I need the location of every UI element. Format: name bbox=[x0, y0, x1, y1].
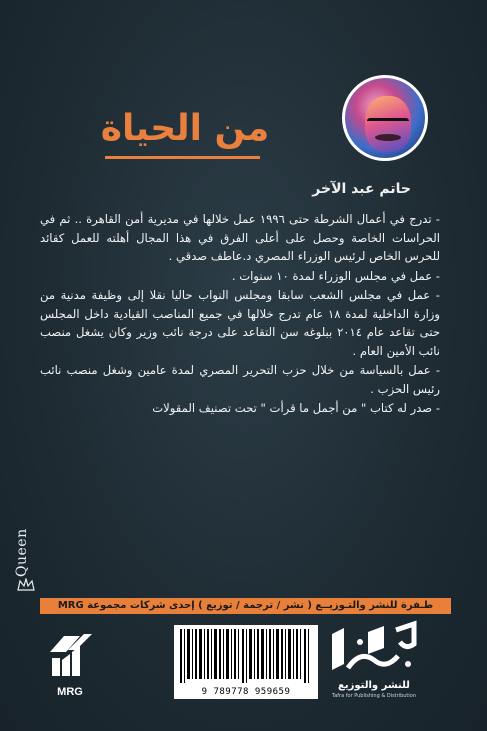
author-name: حاتم عبد الآخر bbox=[312, 181, 411, 197]
tafra-logo-name: للنشر والتوزيع bbox=[338, 680, 410, 691]
publisher-bar: طـفرة للنشر والتـوزيــع ( نشر / ترجمة / توزيع ) إحدى شركات مجموعة MRG bbox=[40, 598, 451, 614]
bio-paragraph-5: - صدر له كتاب " من أجمل ما قرأت " تحت تصنيف المقولات bbox=[152, 401, 440, 415]
tafra-logo-subtitle: Tafra for Publishing & Distribution bbox=[331, 693, 417, 699]
author-bio bbox=[40, 210, 440, 419]
bio-paragraph-3: - عمل في مجلس الشعب سابقا ومجلس النواب حاليا نقلا إلى وظيفة مدنية من وزارة الداخلية لمدة ١٨ عام تدرج خلالها في جميع المناصب القيادية داخل المجلس حتى تقاعد عام ٢٠١٤ ببلوغه سن التقاعد على درجة نائب وزير وكان يشغل منصب نائب الأمين العام . bbox=[40, 288, 441, 358]
isbn-barcode bbox=[174, 625, 318, 699]
queen-crown-icon bbox=[17, 578, 35, 592]
title-underline bbox=[105, 156, 260, 159]
book-title: من الحياة bbox=[100, 108, 270, 149]
barcode-digits: 9 789778 959659 bbox=[201, 687, 291, 697]
bio-paragraph-2: - عمل في مجلس الوزراء لمدة ١٠ سنوات . bbox=[231, 268, 440, 283]
author-portrait bbox=[342, 75, 428, 161]
bio-paragraph-4: - عمل بالسياسة من خلال حزب التحرير المصري لمدة عامين وشغل منصب نائب رئيس الحزب . bbox=[40, 363, 440, 396]
barcode-bars-icon bbox=[180, 629, 312, 683]
queen-logo bbox=[14, 512, 38, 577]
bio-paragraph-1: - تدرج في أعمال الشرطة حتى ١٩٩٦ عمل خلالها في مديرية أمن القاهرة .. ثم في الحراسات الخاصة وحصل على أعلى الفرق في هذا المجال أهلته للعمل كقائد للحرس الخاص لرئيس الوزراء المصري د.عاطف صدقي . bbox=[40, 212, 440, 263]
queen-logo-text: Queen bbox=[14, 528, 30, 577]
mrg-logo-text: MRG bbox=[57, 686, 83, 698]
tafra-logo-icon bbox=[324, 620, 424, 682]
mrg-logo-icon bbox=[46, 630, 94, 685]
